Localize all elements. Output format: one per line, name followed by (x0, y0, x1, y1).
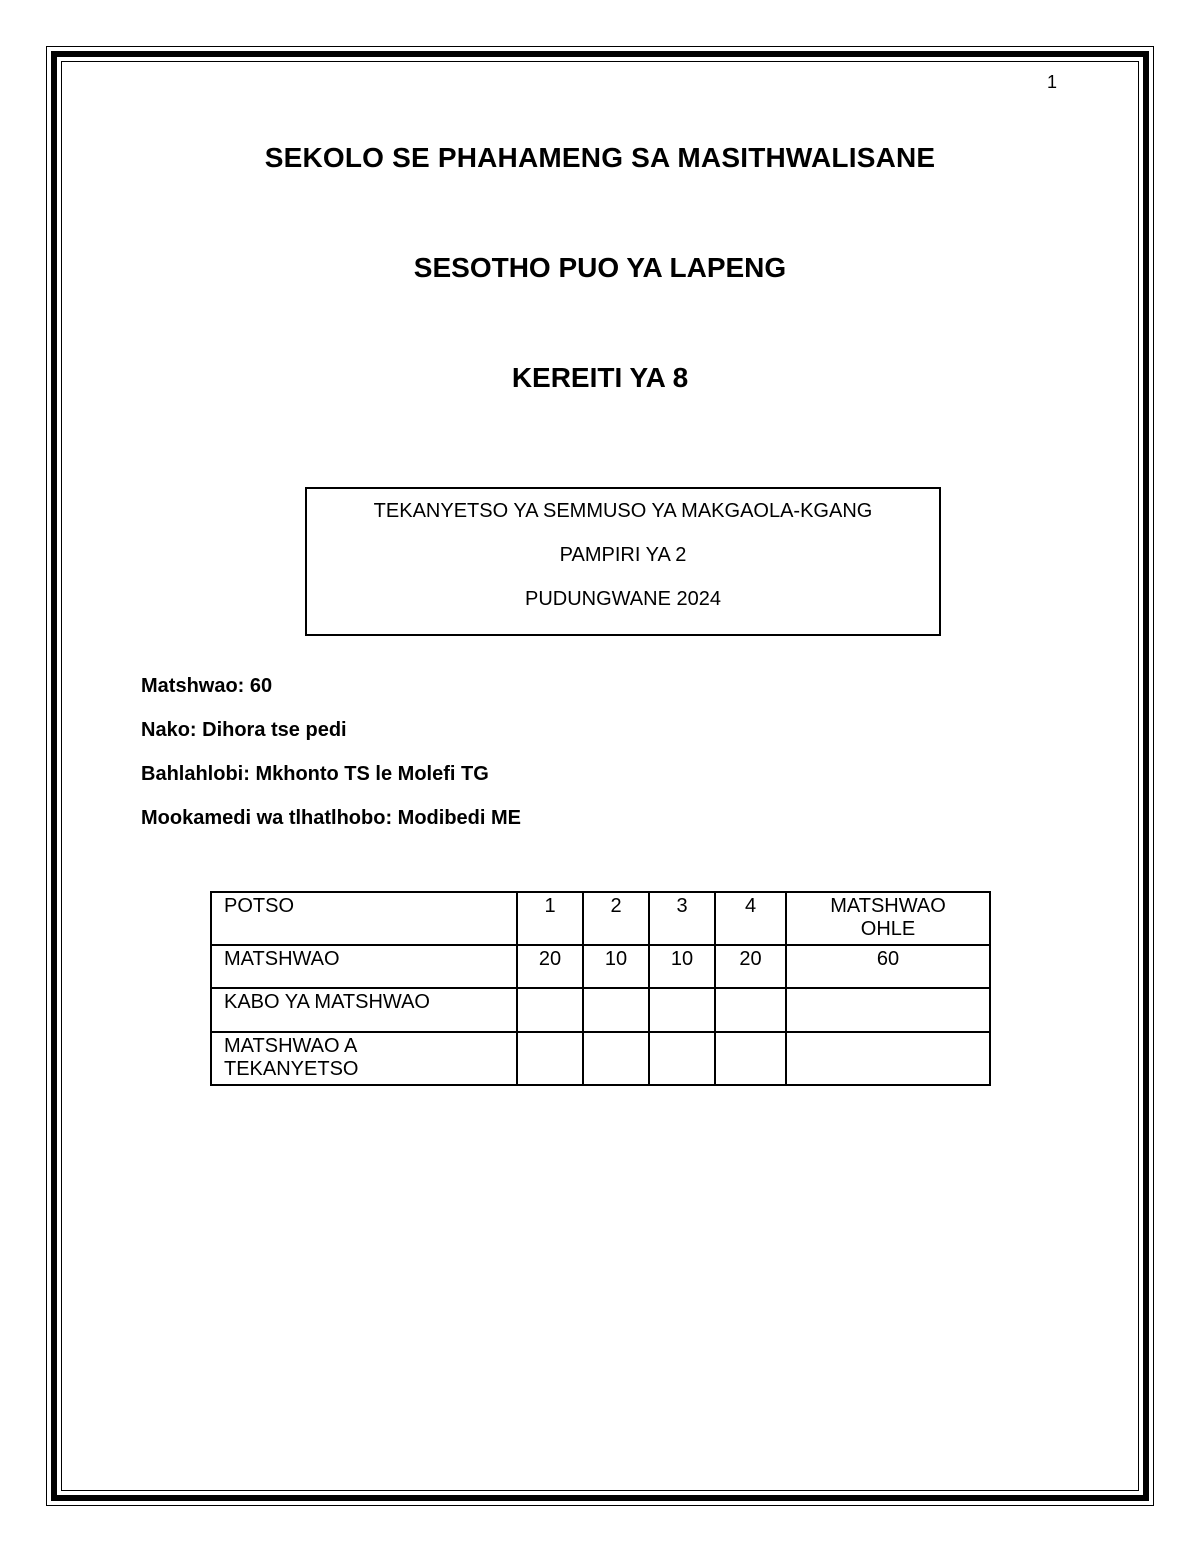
table-cell: 20 (517, 945, 583, 988)
table-row (211, 945, 990, 988)
table-cell: 4 (715, 892, 786, 945)
table-cell (715, 1032, 786, 1085)
table-cell (715, 988, 786, 1032)
table-cell: 10 (583, 945, 649, 988)
table-cell (786, 892, 990, 945)
table-cell (649, 1032, 715, 1085)
table-cell: 1 (517, 892, 583, 945)
table-cell: 20 (715, 945, 786, 988)
cell-text: OHLE (860, 918, 916, 940)
page-number: 1 (1046, 72, 1057, 92)
table-cell (786, 1032, 990, 1085)
cell-text: TEKANYETSO (224, 1058, 359, 1080)
table-row (211, 1032, 990, 1085)
moderator: Mookamedi wa tlhatlhobo: Modibedi ME (141, 807, 521, 829)
table-cell: POTSO (211, 892, 517, 945)
table-cell (583, 988, 649, 1032)
table-row (211, 988, 990, 1032)
school-name: SEKOLO SE PHAHAMENG SA MASITHWALISANE (264, 142, 936, 173)
table-cell: 10 (649, 945, 715, 988)
exam-details-box (305, 487, 941, 636)
cell-text: MATSHWAO A (224, 1035, 358, 1057)
table-cell (211, 1032, 517, 1085)
table-cell (583, 1032, 649, 1085)
table-cell: MATSHWAO (211, 945, 517, 988)
table-cell (786, 988, 990, 1032)
table-cell: 2 (583, 892, 649, 945)
table-cell: 60 (786, 945, 990, 988)
grade-title: KEREITI YA 8 (511, 362, 689, 393)
table-row (211, 892, 990, 945)
examiners: Bahlahlobi: Mkhonto TS le Molefi TG (141, 763, 489, 785)
table-cell: 3 (649, 892, 715, 945)
exam-duration: Nako: Dihora tse pedi (141, 719, 347, 741)
cell-text: MATSHWAO (830, 895, 946, 917)
table-cell (517, 988, 583, 1032)
exam-type: TEKANYETSO YA SEMMUSO YA MAKGAOLA-KGANG (373, 500, 873, 522)
table-cell (649, 988, 715, 1032)
table-cell (517, 1032, 583, 1085)
table-cell: KABO YA MATSHWAO (211, 988, 517, 1032)
marks-table (210, 891, 991, 1086)
total-marks: Matshwao: 60 (141, 675, 273, 697)
paper-number: PAMPIRI YA 2 (559, 544, 687, 566)
exam-session: PUDUNGWANE 2024 (525, 588, 721, 610)
subject-title: SESOTHO PUO YA LAPENG (413, 252, 787, 283)
